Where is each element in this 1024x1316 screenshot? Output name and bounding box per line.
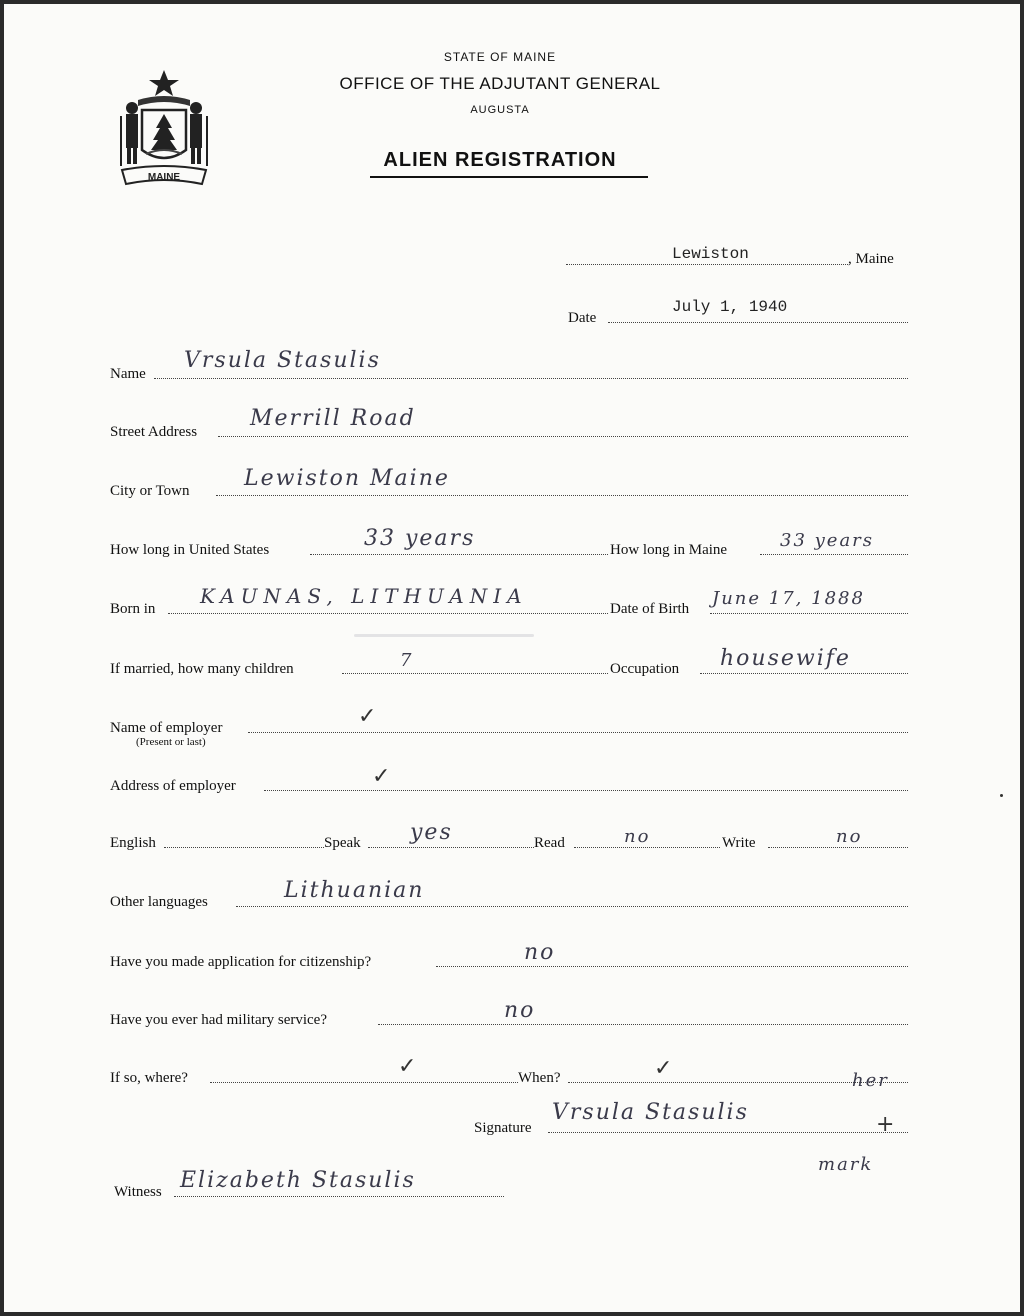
children-label: If married, how many children	[110, 661, 294, 677]
citizenship-value: no	[524, 940, 556, 965]
born-line	[168, 613, 608, 614]
seal-text: MAINE	[147, 172, 181, 183]
us-years-line	[310, 554, 608, 555]
other-languages-label: Other languages	[110, 894, 208, 910]
us-years-value: 33 years	[364, 526, 476, 551]
military-line	[378, 1024, 908, 1025]
employer-address-check-mark: ✓	[372, 764, 391, 789]
witness-label: Witness	[114, 1184, 162, 1200]
us-years-label: How long in United States	[110, 542, 270, 558]
street-value: Merrill Road	[250, 406, 416, 431]
born-value: KAUNAS, LITHUANIA	[200, 584, 528, 608]
children-value: 7	[400, 650, 414, 671]
citizenship-label: Have you made application for citizenship?	[110, 954, 372, 970]
office-heading: OFFICE OF THE ADJUTANT GENERAL	[339, 74, 661, 93]
place-line	[566, 264, 848, 265]
city-line	[216, 495, 908, 496]
english-label: English	[110, 835, 156, 851]
dob-line	[710, 613, 908, 614]
employer-sublabel: (Present or last)	[136, 736, 206, 748]
maine-years-value: 33 years	[780, 530, 875, 551]
where-label: If so, where?	[110, 1070, 188, 1086]
write-line	[768, 847, 908, 848]
when-check-mark: ✓	[654, 1056, 673, 1081]
employer-line	[248, 732, 908, 733]
employer-check-mark: ✓	[358, 704, 377, 729]
write-value: no	[836, 826, 863, 847]
when-label: When?	[518, 1070, 561, 1086]
title-underline	[370, 176, 648, 178]
place-suffix: , Maine	[848, 251, 894, 267]
speak-line	[368, 847, 534, 848]
where-check-mark: ✓	[398, 1054, 417, 1079]
date-line	[608, 322, 908, 323]
children-line	[342, 673, 608, 674]
occupation-value: housewife	[720, 646, 851, 671]
other-languages-line	[236, 906, 908, 907]
city-heading: AUGUSTA	[470, 104, 530, 116]
speak-label: Speak	[324, 835, 361, 851]
witness-value: Elizabeth Stasulis	[180, 1168, 416, 1193]
erasure-smudge	[354, 634, 534, 637]
registration-form	[4, 4, 1020, 1312]
born-label: Born in	[110, 601, 156, 617]
occupation-label: Occupation	[610, 661, 680, 677]
occupation-line	[700, 673, 908, 674]
write-label: Write	[722, 835, 756, 851]
military-label: Have you ever had military service?	[110, 1012, 327, 1028]
state-heading: STATE OF MAINE	[443, 50, 557, 64]
name-line	[154, 378, 908, 379]
read-line	[574, 847, 720, 848]
city-value: Lewiston Maine	[244, 466, 450, 491]
read-label: Read	[534, 835, 565, 851]
city-label: City or Town	[110, 483, 190, 499]
name-label: Name	[110, 366, 146, 382]
employer-address-line	[264, 790, 908, 791]
date-label: Date	[568, 310, 597, 326]
street-line	[218, 436, 908, 437]
paper-speck	[1000, 794, 1003, 797]
other-languages-value: Lithuanian	[284, 878, 425, 903]
speak-value: yes	[410, 820, 453, 845]
signature-x-mark-icon: +	[876, 1112, 895, 1137]
military-value: no	[504, 998, 536, 1023]
date-value: July 1, 1940	[672, 298, 788, 316]
dob-label: Date of Birth	[610, 601, 690, 617]
signature-her-text: her	[852, 1070, 889, 1091]
signature-line	[548, 1132, 908, 1133]
place-value: Lewiston	[672, 245, 749, 263]
witness-line	[174, 1196, 504, 1197]
citizenship-line	[436, 966, 908, 967]
maine-years-label: How long in Maine	[610, 542, 728, 558]
name-value: Vrsula Stasulis	[184, 348, 381, 373]
form-title: ALIEN REGISTRATION	[383, 149, 617, 171]
english-line	[164, 847, 324, 848]
signature-value: Vrsula Stasulis	[552, 1100, 749, 1125]
employer-label: Name of employer	[110, 720, 223, 736]
signature-label: Signature	[474, 1120, 532, 1136]
maine-years-line	[760, 554, 908, 555]
employer-address-label: Address of employer	[110, 778, 236, 794]
dob-value: June 17, 1888	[712, 588, 865, 609]
read-value: no	[624, 826, 651, 847]
where-line	[210, 1082, 518, 1083]
street-label: Street Address	[110, 424, 198, 440]
signature-mark-text: mark	[818, 1154, 874, 1175]
